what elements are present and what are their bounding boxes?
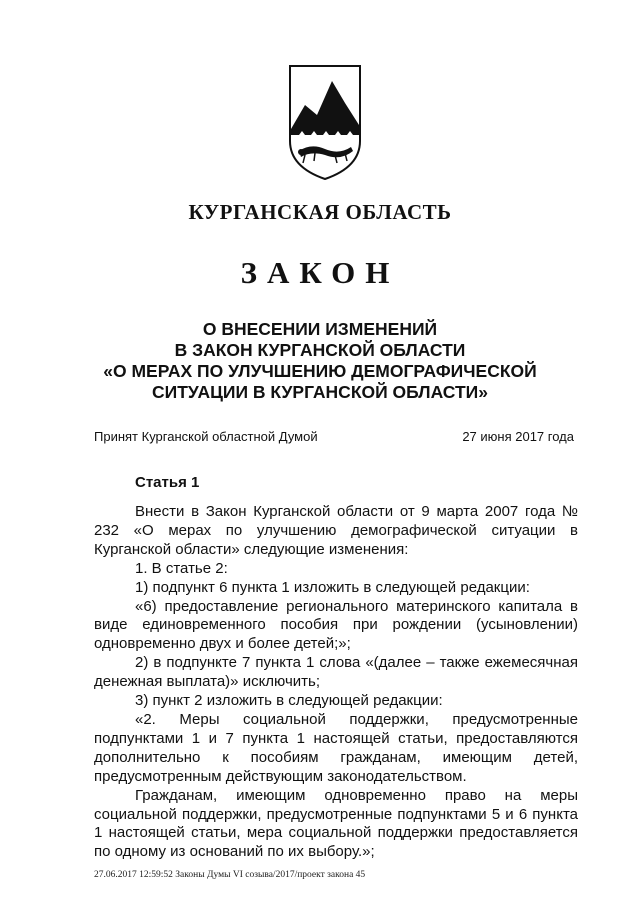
article-paragraph: «2. Меры социальной поддержки, предусмотренные подпунктами 1 и 7 пункта 1 настоящей статьи, предоставляются дополнительно к пособиям гражданам, имеющим детей, предусмотренным действующим законодательством.: [94, 710, 578, 785]
region-name: КУРГАНСКАЯ ОБЛАСТЬ: [188, 200, 452, 224]
law-title-line: В ЗАКОН КУРГАНСКОЙ ОБЛАСТИ: [174, 340, 466, 360]
article-paragraph: «6) предоставление регионального материнского капитала в виде единовременного пособия при рождении (усыновлении) одновременно двух и более детей;»;: [94, 597, 578, 653]
article-paragraph: 1. В статье 2:: [135, 559, 228, 577]
article-paragraph: 1) подпункт 6 пункта 1 изложить в следующей редакции:: [135, 578, 530, 596]
article-paragraph: 2) в подпункте 7 пункта 1 слова «(далее – также ежемесячная денежная выплата)» исключить;: [94, 654, 578, 691]
document-footer: 27.06.2017 12:59:52 Законы Думы VI созыва/2017/проект закона 45: [94, 870, 366, 880]
document-type: ЗАКОН: [240, 255, 400, 290]
adoption-info: [94, 429, 574, 449]
adopted-by: Принят Курганской областной Думой: [94, 429, 318, 444]
coat-of-arms-emblem: [287, 63, 363, 181]
law-title-line: «О МЕРАХ ПО УЛУЧШЕНИЮ ДЕМОГРАФИЧЕСКОЙ: [103, 361, 537, 381]
adoption-date: 27 июня 2017 года: [462, 429, 574, 444]
article-body: [94, 503, 578, 862]
article-paragraph: Внести в Закон Курганской области от 9 марта 2007 года № 232 «О мерах по улучшению демографической ситуации в Курганской области» следующие изменения:: [94, 503, 578, 558]
article-paragraph: 3) пункт 2 изложить в следующей редакции:: [135, 692, 443, 710]
article-heading: Статья 1: [135, 474, 200, 491]
law-title-line: СИТУАЦИИ В КУРГАНСКОЙ ОБЛАСТИ»: [152, 382, 488, 402]
law-title: [0, 319, 640, 403]
article-paragraph: Гражданам, имеющим одновременно право на меры социальной поддержки, предусмотренные подпунктами 5 и 6 пункта 1 настоящей статьи, мера социальной поддержки предоставляется по одному из оснований по их выбору.»;: [94, 786, 578, 861]
law-title-line: О ВНЕСЕНИИ ИЗМЕНЕНИЙ: [202, 319, 438, 339]
